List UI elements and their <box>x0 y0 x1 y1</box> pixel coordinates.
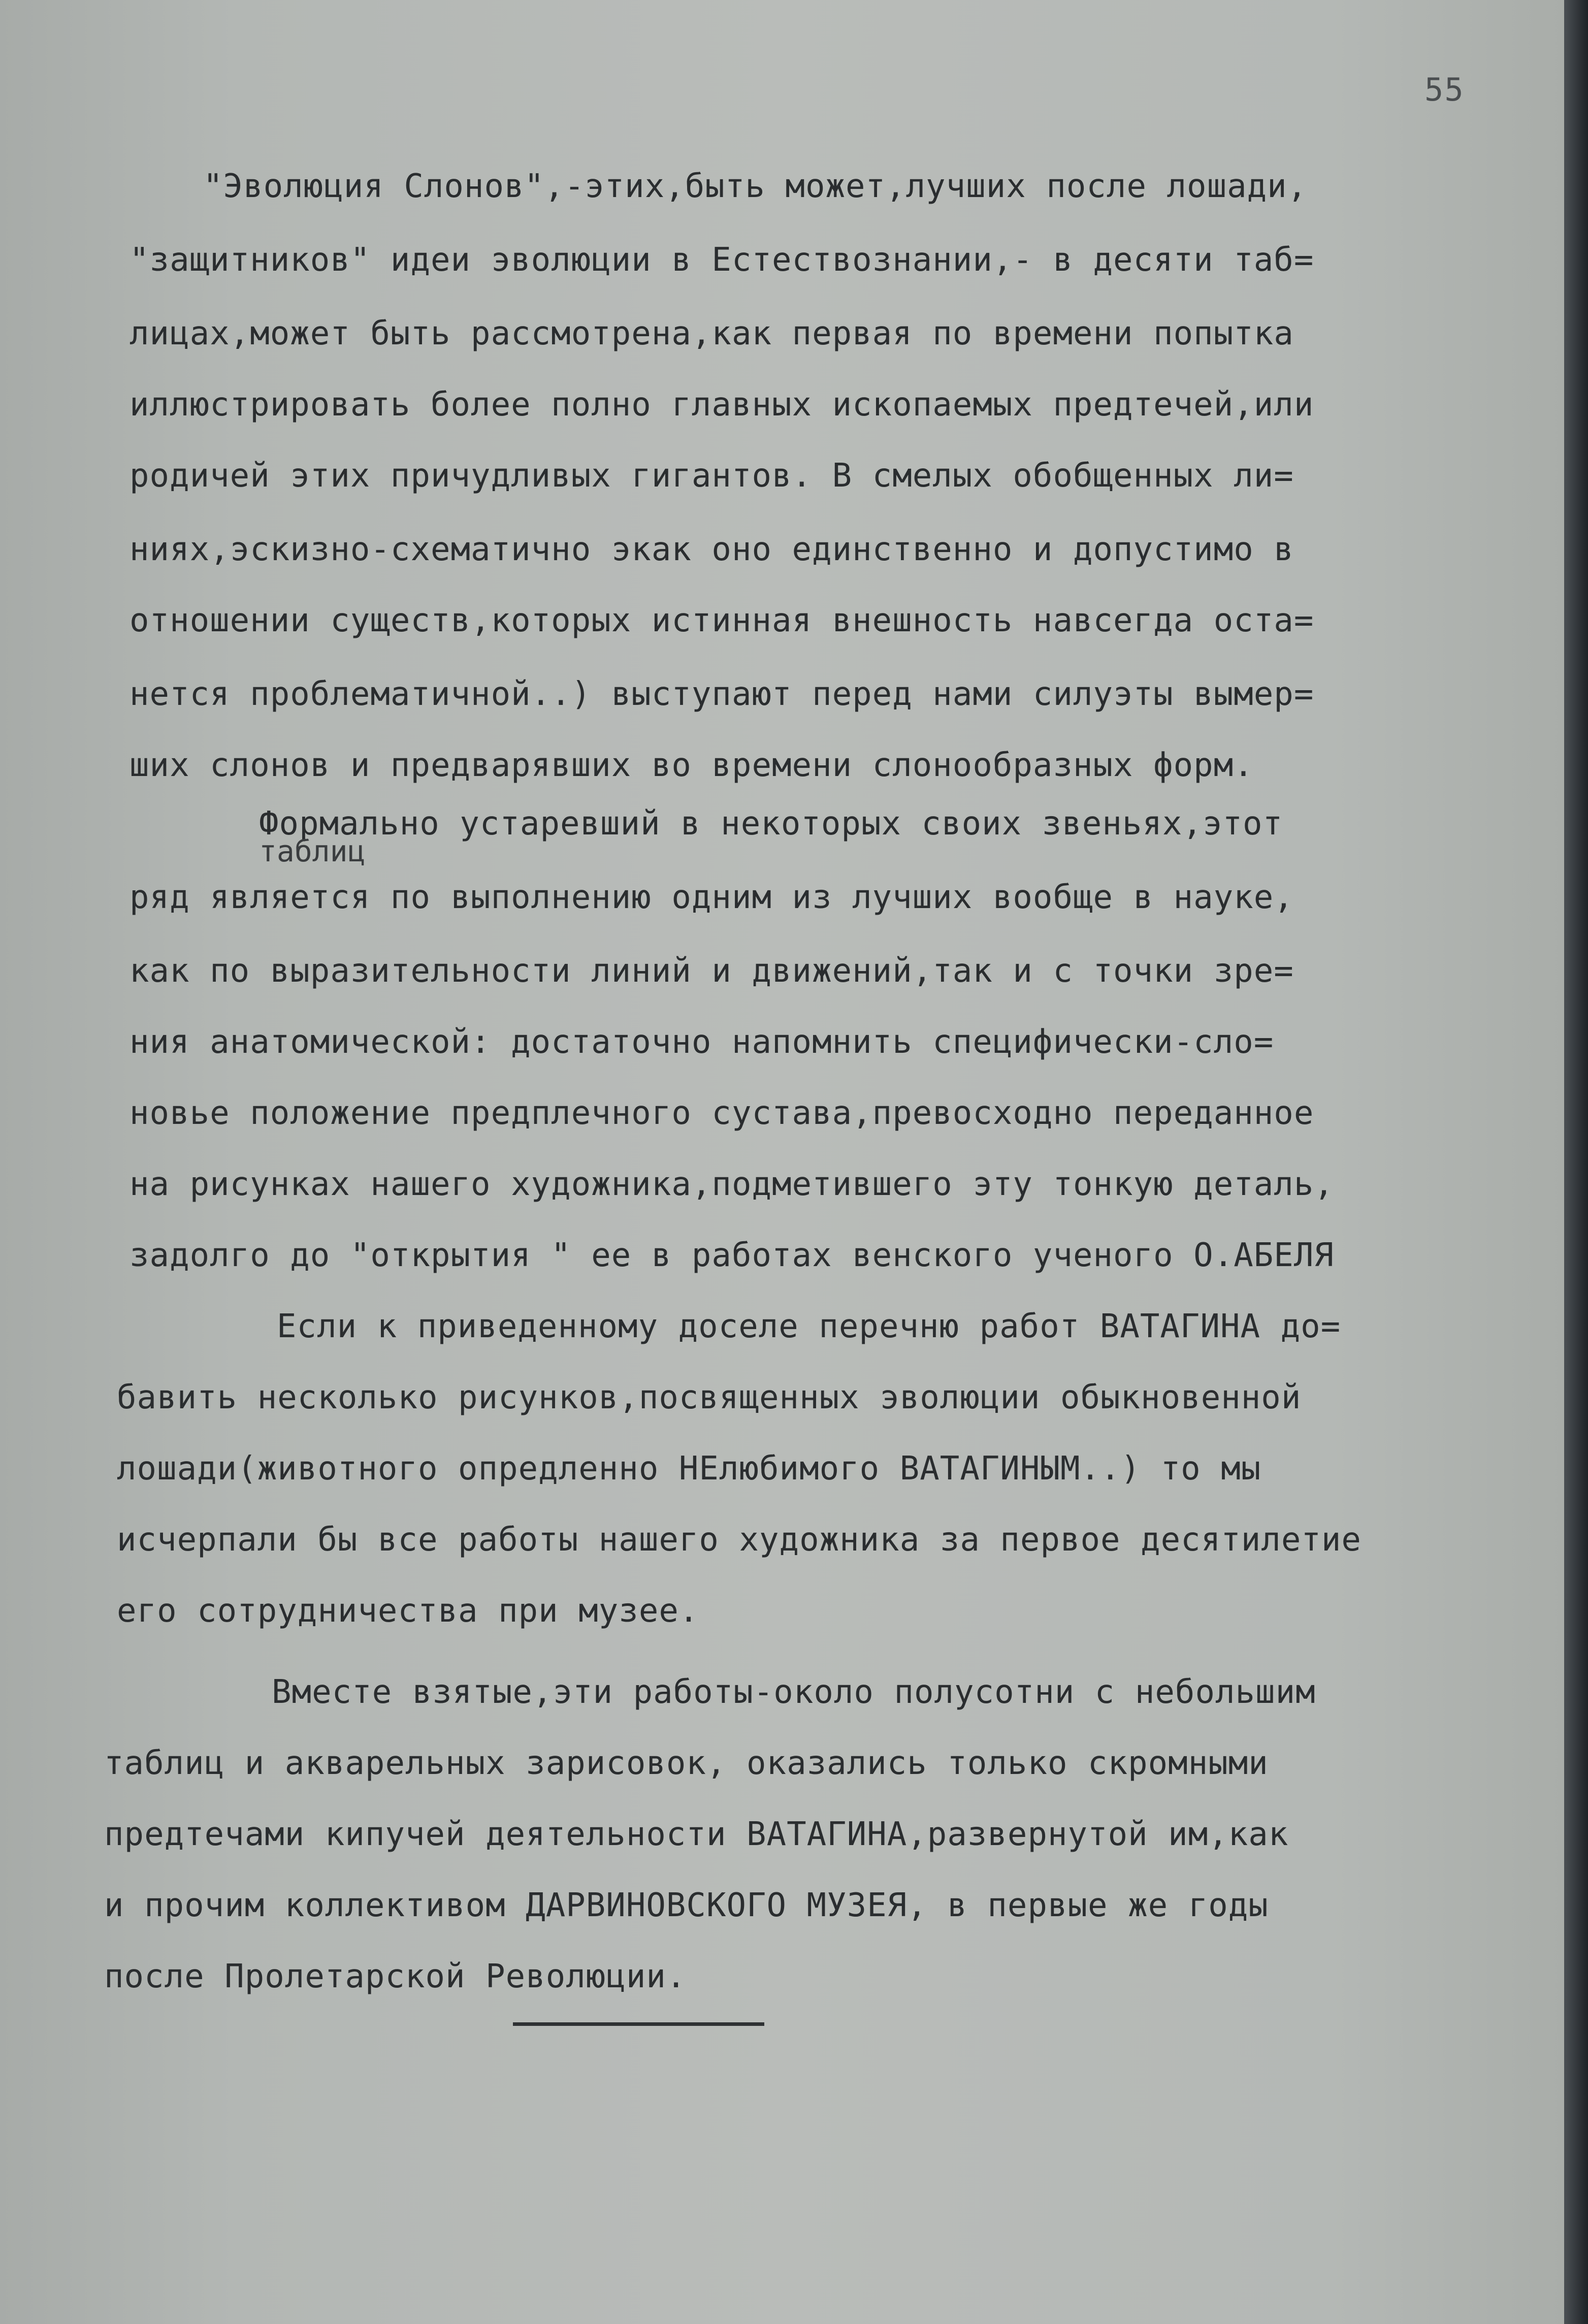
text-line: исчерпали бы все работы нашего художника за первое десятилетие <box>117 1521 1362 1559</box>
text-line: ших слонов и предварявших во времени слонообразных форм. <box>129 747 1254 784</box>
text-line: "защитников" идеи эволюции в Естествознании,- в десяти таб= <box>129 241 1314 279</box>
text-line: ниях,эскизно-схематично экак оно единственно и допустимо в <box>129 531 1294 568</box>
text-line: на рисунках нашего художника,подметившего эту тонкую деталь, <box>129 1166 1334 1203</box>
text-line: как по выразительности линий и движений,так и с точки зре= <box>129 952 1294 990</box>
text-line: лошади(животного опредленно НЕлюбимого ВАТАГИНЫМ..) то мы <box>117 1450 1261 1488</box>
text-line: и прочим коллективом ДАРВИНОВСКОГО МУЗЕЯ, в первые же годы <box>104 1887 1269 1924</box>
text-line: родичей этих причудливых гигантов. В смелых обобщенных ли= <box>129 457 1294 495</box>
text-line: лицах,может быть рассмотрена,как первая по времени попытка <box>129 315 1294 352</box>
text-line: предтечами кипучей деятельности ВАТАГИНА,развернутой им,как <box>104 1816 1289 1853</box>
page-edge-shadow <box>1564 0 1588 2324</box>
text-line: после Пролетарской Революции. <box>104 1958 687 1995</box>
text-line: иллюстрировать более полно главных ископаемых предтечей,или <box>129 386 1314 424</box>
section-end-rule <box>513 2022 764 2026</box>
text-line: Вместе взятые,эти работы-около полусотни с небольшим <box>272 1673 1316 1711</box>
text-line: ния анатомической: достаточно напомнить специфически-сло= <box>129 1023 1274 1061</box>
text-line: его сотрудничества при музее. <box>117 1592 699 1630</box>
text-line: "Эволюция Слонов",-этих,быть может,лучших после лошади, <box>203 168 1308 205</box>
text-line: Если к приведенному доселе перечню работ ВАТАГИНА до= <box>277 1308 1341 1345</box>
interlinear-insert: таблиц <box>259 834 366 868</box>
text-line: отношении существ,которых истинная внешность навсегда оста= <box>129 602 1314 639</box>
text-line: новье положение предплечного сустава,превосходно переданное <box>129 1094 1314 1132</box>
text-line: ряд является по выполнению одним из лучших вообще в науке, <box>129 879 1294 916</box>
text-line: нется проблематичной..) выступают перед нами силуэты вымер= <box>129 675 1314 713</box>
text-line: Формально устаревший в некоторых своих звеньях,этот <box>259 805 1283 843</box>
text-line: таблиц и акварельных зарисовок, оказались только скромными <box>104 1745 1269 1782</box>
page-number: 55 <box>1424 71 1465 108</box>
text-line: задолго до "открытия " ее в работах венского ученого О.АБЕЛЯ <box>129 1237 1334 1274</box>
text-line: бавить несколько рисунков,посвященных эволюции обыкновенной <box>117 1379 1302 1416</box>
